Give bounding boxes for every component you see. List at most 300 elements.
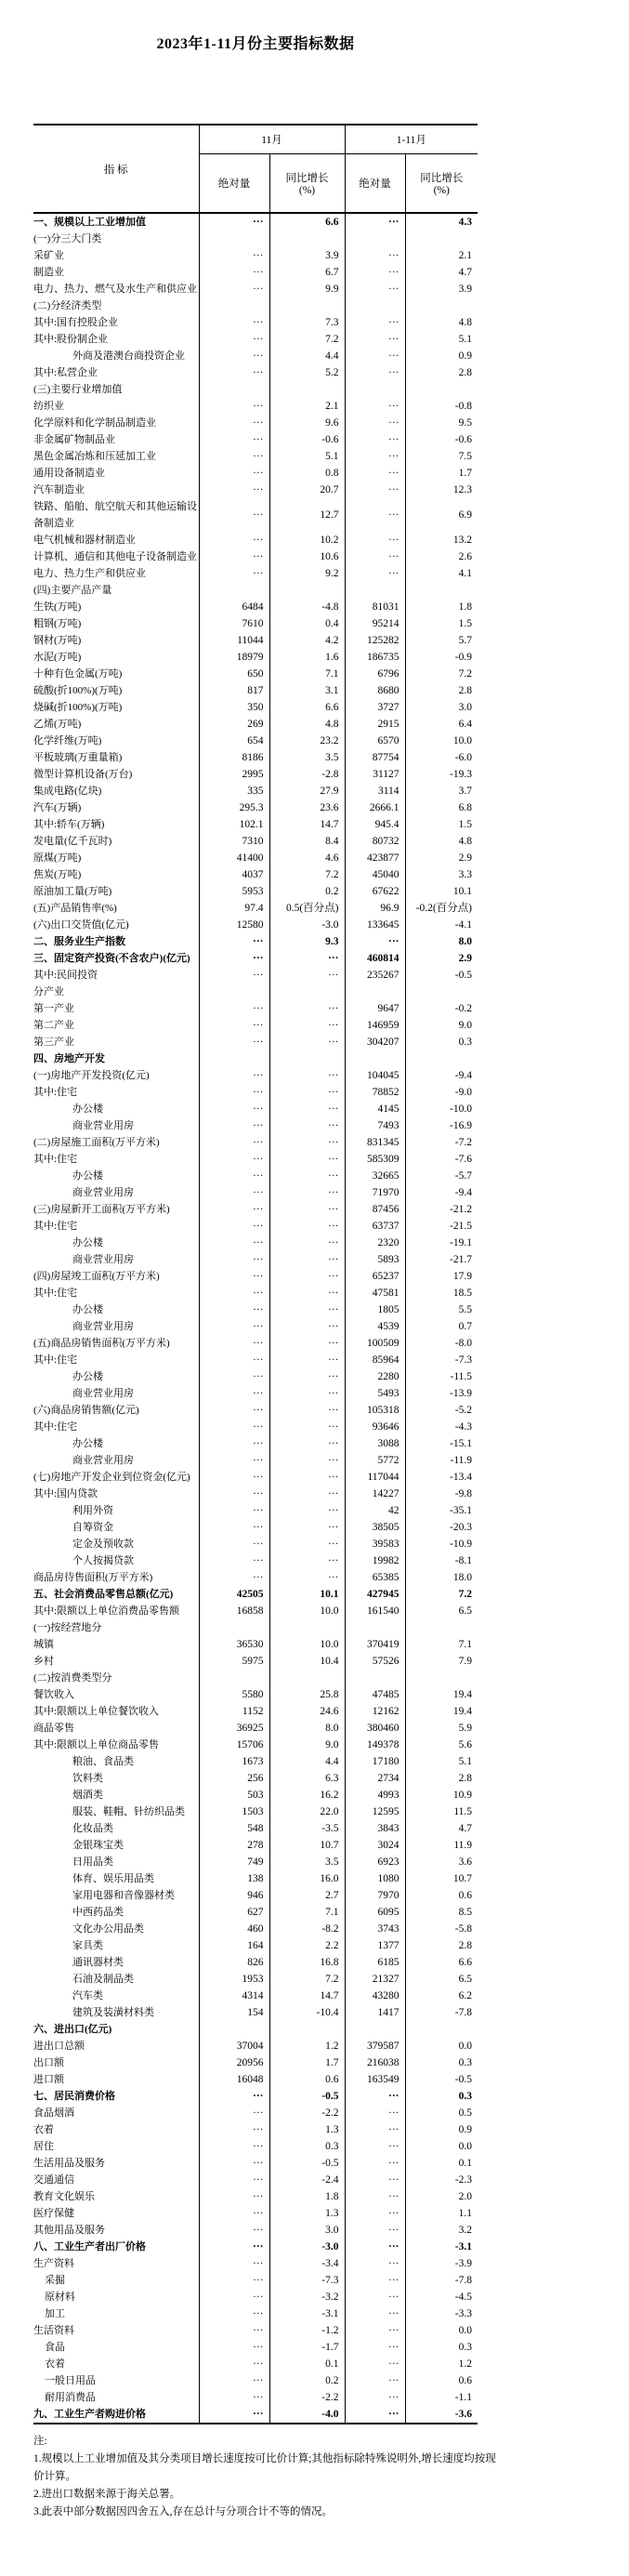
value-nov-yoy: 14.7 [269, 816, 345, 833]
value-cum-absolute: ··· [345, 498, 405, 532]
value-nov-absolute: 817 [199, 682, 269, 699]
indicator-label: (七)房地产开发企业到位资金(亿元) [33, 1472, 190, 1483]
value-cum-yoy: 6.5 [405, 1971, 478, 1988]
value-cum-absolute: ··· [345, 2372, 405, 2389]
value-cum-absolute: 7970 [345, 1887, 405, 1904]
value-nov-absolute: ··· [199, 1268, 269, 1285]
value-cum-absolute: ··· [345, 398, 405, 415]
indicator-label: 利用外资 [72, 1505, 113, 1516]
indicator-label: 烧碱(折100%)(万吨) [33, 702, 123, 713]
table-row [33, 1084, 478, 1101]
table-row [33, 883, 478, 900]
value-nov-yoy: ··· [269, 1301, 345, 1318]
indicator-label: 金银珠宝类 [72, 1840, 124, 1851]
indicator-label: 集成电路(亿块) [33, 786, 102, 797]
value-cum-yoy: -9.8 [405, 1486, 478, 1502]
table-row [33, 1335, 478, 1352]
indicator-label: 出口额 [33, 2057, 64, 2068]
value-nov-absolute [199, 582, 269, 599]
value-nov-yoy: -3.0 [269, 917, 345, 933]
value-nov-yoy [269, 297, 345, 314]
indicator-label: 办公楼 [72, 1304, 103, 1315]
value-nov-yoy: ··· [269, 1569, 345, 1586]
table-row [33, 1653, 478, 1670]
table-row [33, 1502, 478, 1519]
value-nov-yoy: ··· [269, 1117, 345, 1134]
indicator-label: 其中:限额以上单位餐饮收入 [33, 1706, 160, 1717]
value-cum-yoy: 6.9 [405, 498, 478, 532]
value-nov-absolute: 154 [199, 2004, 269, 2021]
value-nov-yoy: ··· [269, 1419, 345, 1435]
table-row [33, 1235, 478, 1251]
value-nov-absolute: ··· [199, 281, 269, 297]
table-row [33, 1753, 478, 1770]
table-row [33, 1301, 478, 1318]
footnote-item: 1.规模以上工业增加值及其分类项目增长速度按可比价计算;其他指标除特殊说明外,增长速度均按现价计算。 [33, 2453, 496, 2482]
table-row [33, 2289, 478, 2305]
value-cum-yoy: 2.8 [405, 682, 478, 699]
indicator-label: (一)房地产开发投资(亿元) [33, 1070, 150, 1081]
indicator-label: 其中:住宅 [33, 1288, 78, 1299]
value-cum-absolute: 39583 [345, 1536, 405, 1552]
indicator-label: 建筑及装潢材料类 [72, 2007, 154, 2018]
value-cum-yoy [405, 1619, 478, 1636]
value-cum-absolute: ··· [345, 247, 405, 264]
table-row [33, 2272, 478, 2289]
value-nov-absolute: ··· [199, 2356, 269, 2372]
value-cum-absolute: 163549 [345, 2071, 405, 2088]
value-cum-yoy [405, 1670, 478, 1686]
table-row [33, 1318, 478, 1335]
value-nov-yoy: ··· [269, 1402, 345, 1419]
value-cum-yoy: 2.9 [405, 950, 478, 967]
value-nov-yoy: -3.2 [269, 2289, 345, 2305]
indicator-label: 钢材(万吨) [33, 635, 82, 646]
value-cum-absolute: 85964 [345, 1352, 405, 1368]
indicator-label: 平板玻璃(万重量箱) [33, 752, 123, 763]
table-row [33, 2071, 478, 2088]
value-nov-absolute: 42505 [199, 1586, 269, 1603]
indicator-label: 其中:限额以上单位消费品零售额 [33, 1605, 180, 1617]
value-nov-absolute: ··· [199, 2155, 269, 2172]
indicator-label: 一般日用品 [45, 2375, 96, 2386]
value-nov-yoy: 9.6 [269, 415, 345, 431]
header-yoy-unit: (%) [298, 185, 316, 196]
value-cum-absolute: ··· [345, 2322, 405, 2339]
value-cum-yoy: 0.3 [405, 2339, 478, 2356]
value-nov-yoy: 9.3 [269, 933, 345, 950]
value-cum-absolute: 93646 [345, 1419, 405, 1435]
value-cum-yoy: 12.3 [405, 482, 478, 498]
value-nov-absolute: ··· [199, 2188, 269, 2205]
value-nov-absolute: 2995 [199, 766, 269, 783]
value-nov-absolute: ··· [199, 565, 269, 582]
value-cum-yoy: 0.0 [405, 2138, 478, 2155]
value-cum-yoy: 19.4 [405, 1703, 478, 1720]
table-row [33, 716, 478, 733]
value-nov-absolute: ··· [199, 1235, 269, 1251]
value-cum-yoy: -21.2 [405, 1201, 478, 1218]
table-row [33, 866, 478, 883]
value-cum-absolute: 14227 [345, 1486, 405, 1502]
value-cum-absolute: 65385 [345, 1569, 405, 1586]
value-cum-yoy: 2.1 [405, 247, 478, 264]
value-cum-yoy: -35.1 [405, 1502, 478, 1519]
indicator-label: 商品零售 [33, 1723, 74, 1734]
value-nov-absolute: 4037 [199, 866, 269, 883]
value-nov-yoy: -2.4 [269, 2172, 345, 2188]
footnote-item: 2.进出口数据来源于海关总署。 [33, 2489, 181, 2500]
indicator-label: 日用品类 [72, 1856, 113, 1868]
value-cum-yoy: -10.0 [405, 1101, 478, 1117]
indicator-label: 进出口总额 [33, 2041, 85, 2052]
value-nov-yoy: ··· [269, 1536, 345, 1552]
value-cum-yoy: 7.2 [405, 1586, 478, 1603]
value-cum-yoy: 1.5 [405, 816, 478, 833]
indicator-label: 自筹资金 [72, 1522, 113, 1533]
value-nov-absolute: 164 [199, 1937, 269, 1954]
indicator-label: 电气机械和器材制造业 [33, 535, 136, 546]
value-nov-yoy [269, 582, 345, 599]
value-nov-absolute: ··· [199, 1017, 269, 1034]
table-row [33, 2172, 478, 2188]
value-nov-yoy: 7.2 [269, 331, 345, 348]
value-nov-absolute: ··· [199, 247, 269, 264]
value-cum-absolute: 6570 [345, 733, 405, 749]
indicator-label: 商业营业用房 [72, 1321, 134, 1332]
value-nov-absolute: 97.4 [199, 900, 269, 917]
value-nov-absolute: ··· [199, 1569, 269, 1586]
value-cum-absolute: ··· [345, 2289, 405, 2305]
indicator-label: 通讯器材类 [72, 1957, 124, 1968]
table-row [33, 1787, 478, 1803]
table-row [33, 1251, 478, 1268]
value-cum-absolute: ··· [345, 2205, 405, 2222]
indicator-label: 生活资料 [33, 2325, 74, 2336]
value-cum-absolute: 105318 [345, 1402, 405, 1419]
table-row [33, 1201, 478, 1218]
table-body [33, 213, 478, 2424]
value-nov-yoy: 3.5 [269, 1854, 345, 1870]
value-cum-absolute: 2280 [345, 1368, 405, 1385]
value-cum-yoy: -11.5 [405, 1368, 478, 1385]
value-nov-yoy: -2.2 [269, 2389, 345, 2406]
value-cum-absolute: 5772 [345, 1452, 405, 1469]
table-row [33, 1452, 478, 1469]
value-cum-absolute: 96.9 [345, 900, 405, 917]
value-cum-yoy: 1.1 [405, 2205, 478, 2222]
table-row [33, 1034, 478, 1050]
value-nov-yoy: ··· [269, 1502, 345, 1519]
indicator-label: (四)房屋竣工面积(万平方米) [33, 1271, 160, 1282]
value-cum-yoy [405, 582, 478, 599]
value-nov-yoy: ··· [269, 1335, 345, 1352]
value-nov-absolute: ··· [199, 2372, 269, 2389]
table-row [33, 2138, 478, 2155]
value-cum-yoy: 2.9 [405, 850, 478, 866]
table-row [33, 1151, 478, 1168]
value-nov-absolute: ··· [199, 1134, 269, 1151]
value-cum-absolute: 945.4 [345, 816, 405, 833]
table-header [33, 125, 478, 213]
value-cum-yoy: -0.8 [405, 398, 478, 415]
value-nov-yoy: 0.1 [269, 2356, 345, 2372]
value-nov-yoy: -3.4 [269, 2255, 345, 2272]
value-nov-absolute: 256 [199, 1770, 269, 1787]
table-row [33, 1837, 478, 1854]
value-cum-yoy: 6.4 [405, 716, 478, 733]
value-nov-yoy: -3.0 [269, 2239, 345, 2255]
value-nov-yoy: 0.3 [269, 2138, 345, 2155]
value-cum-absolute: ··· [345, 213, 405, 231]
value-cum-yoy: -3.6 [405, 2406, 478, 2424]
value-cum-absolute: 67622 [345, 883, 405, 900]
value-cum-yoy: 0.7 [405, 1318, 478, 1335]
value-nov-yoy: 4.4 [269, 1753, 345, 1770]
value-nov-absolute: 102.1 [199, 816, 269, 833]
value-nov-absolute [199, 984, 269, 1000]
value-cum-absolute: 831345 [345, 1134, 405, 1151]
value-nov-yoy: 1.6 [269, 649, 345, 666]
value-nov-yoy: 0.8 [269, 465, 345, 482]
value-cum-absolute: 4993 [345, 1787, 405, 1803]
table-row [33, 1552, 478, 1569]
value-cum-absolute: 235267 [345, 967, 405, 984]
value-cum-absolute: ··· [345, 331, 405, 348]
value-nov-absolute: 16858 [199, 1603, 269, 1619]
value-nov-yoy: 14.7 [269, 1988, 345, 2004]
indicator-label: 加工 [45, 2308, 65, 2319]
value-cum-absolute: 3727 [345, 699, 405, 716]
value-nov-absolute: ··· [199, 498, 269, 532]
value-cum-absolute: ··· [345, 482, 405, 498]
value-nov-absolute: 37004 [199, 2038, 269, 2054]
value-nov-absolute: ··· [199, 398, 269, 415]
indicator-label: 文化办公用品类 [72, 1923, 144, 1935]
indicator-label: 原油加工量(万吨) [33, 886, 112, 897]
value-nov-yoy: ··· [269, 1318, 345, 1335]
value-nov-yoy: 10.2 [269, 532, 345, 548]
indicator-label: 中西药品类 [72, 1907, 124, 1918]
value-nov-yoy: 2.2 [269, 1937, 345, 1954]
value-cum-absolute: 1417 [345, 2004, 405, 2021]
value-cum-absolute: ··· [345, 2088, 405, 2105]
table-row [33, 1887, 478, 1904]
indicator-label: 通用设备制造业 [33, 468, 105, 479]
table-row [33, 297, 478, 314]
table-row [33, 1569, 478, 1586]
value-nov-absolute: ··· [199, 264, 269, 281]
value-nov-absolute: 650 [199, 666, 269, 682]
table-row [33, 1988, 478, 2004]
value-nov-yoy: 6.3 [269, 1770, 345, 1787]
value-cum-absolute: 6796 [345, 666, 405, 682]
value-nov-absolute: ··· [199, 548, 269, 565]
value-cum-absolute [345, 1670, 405, 1686]
table-row [33, 1101, 478, 1117]
header-yoy-label: 同比增长 [420, 173, 464, 184]
value-cum-yoy: 17.9 [405, 1268, 478, 1285]
indicator-label: 第三产业 [33, 1037, 74, 1048]
value-cum-absolute: 380460 [345, 1720, 405, 1737]
value-cum-absolute: 9647 [345, 1000, 405, 1017]
value-nov-absolute: 295.3 [199, 799, 269, 816]
indicator-label: 其中:国有控股企业 [33, 317, 119, 328]
value-cum-absolute: 6185 [345, 1954, 405, 1971]
value-nov-yoy: -4.0 [269, 2406, 345, 2424]
indicator-label: 焦炭(万吨) [33, 869, 82, 880]
indicator-label: 体育、娱乐用品类 [72, 1873, 154, 1884]
value-nov-yoy: 3.5 [269, 749, 345, 766]
indicator-label: 其中:住宅 [33, 1354, 78, 1366]
value-cum-absolute: 1080 [345, 1870, 405, 1887]
value-cum-absolute: ··· [345, 2305, 405, 2322]
value-nov-yoy: 6.6 [269, 213, 345, 231]
value-cum-absolute: 585309 [345, 1151, 405, 1168]
value-cum-yoy: 18.0 [405, 1569, 478, 1586]
value-nov-absolute: ··· [199, 1452, 269, 1469]
value-nov-absolute: 138 [199, 1870, 269, 1887]
value-nov-yoy: 7.1 [269, 1904, 345, 1921]
value-nov-yoy: 23.6 [269, 799, 345, 816]
indicator-label: 粮油、食品类 [72, 1756, 134, 1767]
value-nov-yoy: 16.0 [269, 1870, 345, 1887]
value-nov-absolute [199, 1670, 269, 1686]
value-cum-yoy: 3.9 [405, 281, 478, 297]
table-row [33, 1870, 478, 1887]
value-nov-yoy: 12.7 [269, 498, 345, 532]
value-cum-yoy: -4.3 [405, 1419, 478, 1435]
value-nov-absolute: 350 [199, 699, 269, 716]
value-cum-yoy: -0.6 [405, 431, 478, 448]
value-nov-yoy: ··· [269, 1151, 345, 1168]
value-cum-absolute: ··· [345, 2105, 405, 2121]
value-nov-yoy: 6.6 [269, 699, 345, 716]
value-nov-absolute: 1503 [199, 1803, 269, 1820]
value-nov-absolute: ··· [199, 532, 269, 548]
value-cum-yoy [405, 297, 478, 314]
value-nov-yoy: 7.2 [269, 1971, 345, 1988]
indicator-label: 分产业 [33, 986, 64, 997]
value-nov-yoy: 4.8 [269, 716, 345, 733]
table-row [33, 548, 478, 565]
indicator-label: 电力、热力生产和供应业 [33, 568, 146, 579]
value-cum-yoy: 0.3 [405, 1034, 478, 1050]
value-nov-yoy: ··· [269, 1168, 345, 1184]
value-nov-absolute: ··· [199, 1301, 269, 1318]
indicator-label: 硫酸(折100%)(万吨) [33, 685, 123, 696]
value-nov-yoy: ··· [269, 1368, 345, 1385]
table-row [33, 1268, 478, 1285]
value-nov-absolute: ··· [199, 213, 269, 231]
value-nov-yoy: ··· [269, 1101, 345, 1117]
indicator-label: 办公楼 [72, 1371, 103, 1382]
indicator-label: 进口额 [33, 2074, 64, 2085]
value-cum-yoy: 11.9 [405, 1837, 478, 1854]
value-cum-yoy: 4.1 [405, 565, 478, 582]
value-nov-yoy: 24.6 [269, 1703, 345, 1720]
value-cum-yoy: -0.5 [405, 2071, 478, 2088]
value-nov-absolute: ··· [199, 950, 269, 967]
value-cum-yoy: 3.7 [405, 783, 478, 799]
value-cum-absolute: 6923 [345, 1854, 405, 1870]
table-row [33, 2121, 478, 2138]
value-nov-absolute: ··· [199, 448, 269, 465]
value-nov-absolute: ··· [199, 2121, 269, 2138]
value-nov-yoy: 23.2 [269, 733, 345, 749]
value-nov-yoy: 16.2 [269, 1787, 345, 1803]
value-cum-yoy: -0.5 [405, 967, 478, 984]
table-row [33, 766, 478, 783]
indicator-label: 采掘 [45, 2275, 65, 2286]
value-nov-absolute: ··· [199, 1469, 269, 1486]
value-cum-absolute: ··· [345, 2188, 405, 2205]
value-cum-absolute [345, 2021, 405, 2038]
value-cum-absolute: 65237 [345, 1268, 405, 1285]
indicator-label: 汽车类 [72, 1990, 103, 2001]
table-row [33, 599, 478, 615]
value-nov-absolute: ··· [199, 1285, 269, 1301]
value-cum-yoy: -3.9 [405, 2255, 478, 2272]
value-nov-absolute: 5580 [199, 1686, 269, 1703]
indicator-label: 外商及港澳台商投资企业 [72, 350, 185, 362]
table-row [33, 532, 478, 548]
value-nov-absolute: ··· [199, 1201, 269, 1218]
value-nov-yoy: -10.4 [269, 2004, 345, 2021]
value-nov-absolute: 15706 [199, 1737, 269, 1753]
header-yoy-growth-nov [269, 154, 345, 214]
value-nov-yoy: 5.1 [269, 448, 345, 465]
table-row [33, 1134, 478, 1151]
value-nov-absolute: ··· [199, 1000, 269, 1017]
value-cum-yoy: 0.9 [405, 348, 478, 364]
table-row [33, 1670, 478, 1686]
value-nov-yoy: ··· [269, 1486, 345, 1502]
indicator-label: (四)主要产品产量 [33, 585, 112, 596]
indicator-label: 居住 [33, 2141, 54, 2152]
header-absolute-value-nov: 绝对量 [199, 154, 269, 214]
value-nov-yoy: 10.7 [269, 1837, 345, 1854]
value-cum-yoy: -5.2 [405, 1402, 478, 1419]
table-row [33, 1854, 478, 1870]
value-nov-absolute: ··· [199, 1419, 269, 1435]
value-nov-yoy: ··· [269, 1201, 345, 1218]
value-cum-yoy: -5.8 [405, 1921, 478, 1937]
indicator-label: 汽车制造业 [33, 484, 85, 495]
value-nov-yoy: -0.6 [269, 431, 345, 448]
value-cum-absolute: 133645 [345, 917, 405, 933]
value-cum-yoy [405, 231, 478, 247]
value-cum-yoy: 18.5 [405, 1285, 478, 1301]
value-nov-absolute: ··· [199, 1435, 269, 1452]
header-period-jan-nov: 1-11月 [345, 125, 478, 154]
table-row [33, 1050, 478, 1067]
value-nov-absolute: 18979 [199, 649, 269, 666]
value-cum-absolute: 17180 [345, 1753, 405, 1770]
value-nov-absolute: ··· [199, 364, 269, 381]
value-nov-yoy [269, 381, 345, 398]
indicator-label: (六)出口交货值(亿元) [33, 919, 129, 931]
indicator-label: 医疗保健 [33, 2208, 74, 2219]
indicator-label: (二)分经济类型 [33, 300, 102, 311]
value-cum-absolute: ··· [345, 2339, 405, 2356]
value-cum-absolute: 2666.1 [345, 799, 405, 816]
table-row [33, 2406, 478, 2424]
value-nov-yoy [269, 2021, 345, 2038]
value-nov-yoy: 7.1 [269, 666, 345, 682]
value-nov-yoy: -3.1 [269, 2305, 345, 2322]
value-cum-yoy: -8.1 [405, 1552, 478, 1569]
